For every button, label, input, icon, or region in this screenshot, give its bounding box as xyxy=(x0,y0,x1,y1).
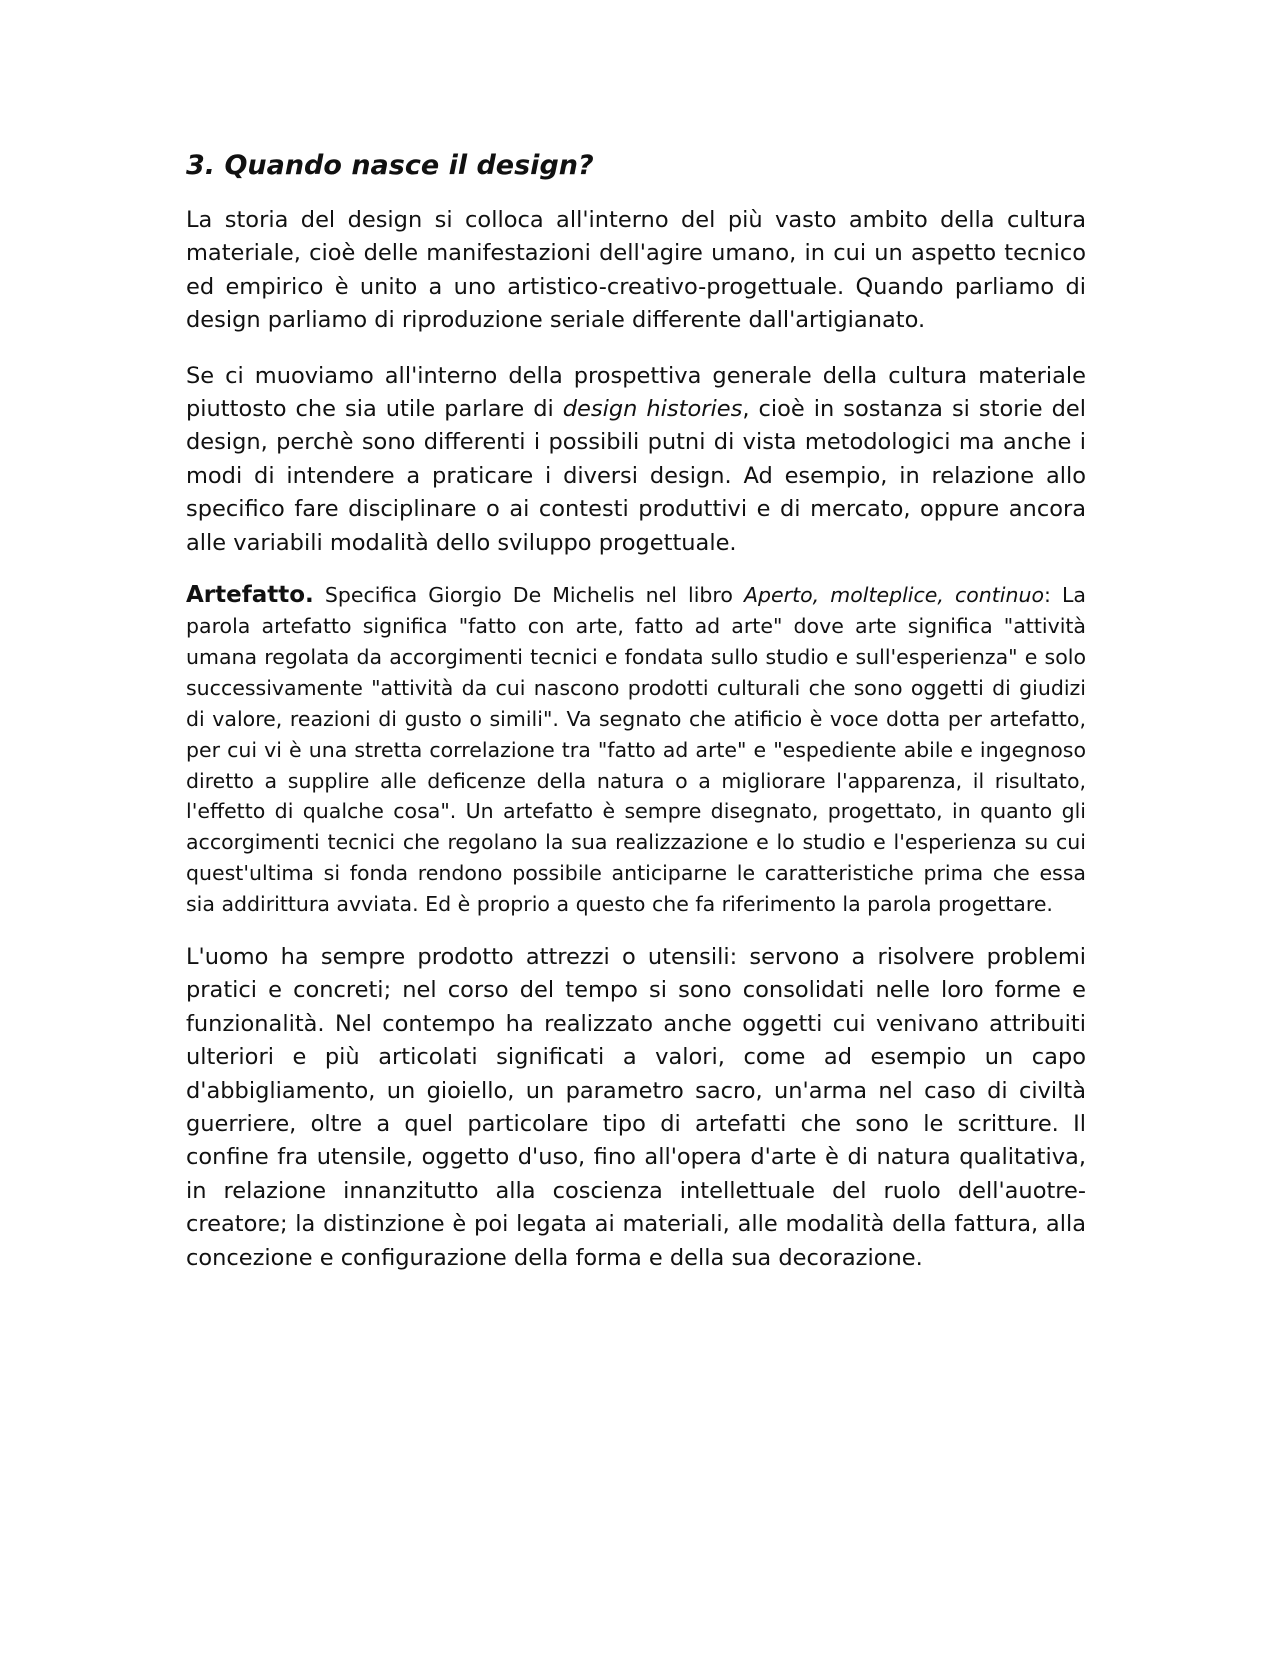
document-page xyxy=(186,148,1086,1275)
paragraph-text: Specifica Giorgio De Michelis nel libro xyxy=(313,583,744,608)
paragraph-artefatto xyxy=(186,580,1086,920)
paragraph-text: , cioè in sostanza si storie del design, perchè sono differenti i possibili putni di vista metodologici ma anche i modi di intendere a praticare i diversi design. Ad esempio, in relazione allo specifico fare disciplinare o ai contesti produttivi e di mercato, oppure ancora alle variabili modalità dello sviluppo progettuale. xyxy=(186,396,1086,556)
paragraph-design-histories xyxy=(186,360,1086,560)
book-title: Aperto, molteplice, continuo xyxy=(744,583,1045,608)
emphasis-design-histories: design histories xyxy=(562,396,743,423)
paragraph-text: : La parola artefatto significa "fatto con arte, fatto ad arte" dove arte significa "attività umana regolata da accorgimenti tecnici e fondata sullo studio e sull'esperienza" e solo successivamente "attività da cui nascono prodotti culturali che sono oggetti di giudizi di valore, reazioni di gusto o simili". Va segnato che atificio è voce dotta per artefatto, per cui vi è una stretta correlazione tra "fatto ad arte" e "espediente abile e ingegnoso diretto a supplire alle deficenze della natura o a migliorare l'apparenza, il risultato, l'effetto di qualche cosa". Un artefatto è sempre disegnato, progettato, in quanto gli accorgimenti tecnici che regolano la sua realizzazione e lo studio e l'esperienza su cui quest'ultima si fonda rendono possibile anticiparne le caratteristiche prima che essa sia addirittura avviata. Ed è proprio a questo che fa riferimento la parola progettare. xyxy=(186,583,1086,917)
artefatto-lead: Artefatto. xyxy=(186,582,314,609)
paragraph-history: La storia del design si colloca all'interno del più vasto ambito della cultura materiale, cioè delle manifestazioni dell'agire umano, in cui un aspetto tecnico ed empirico è unito a uno artistico-creativo-progettuale. Quando parliamo di design parliamo di riproduzione seriale differente dall'artigianato. xyxy=(186,207,1086,334)
section-heading: 3. Quando nasce il design? xyxy=(186,150,594,181)
paragraph-text: Se ci muoviamo all'interno della prospettiva generale della cultura materiale piuttosto che sia utile parlare di xyxy=(186,362,1086,423)
paragraph-utensili: L'uomo ha sempre prodotto attrezzi o utensili: servono a risolvere problemi pratici e concreti; nel corso del tempo si sono consolidati nelle loro forme e funzionalità. Nel contempo ha realizzato anche oggetti cui venivano attribuiti ulteriori e più articolati significati a valori, come ad esempio un capo d'abbigliamento, un gioiello, un parametro sacro, un'arma nel caso di civiltà guerriere, oltre a quel particolare tipo di artefatti che sono le scritture. Il confine fra utensile, oggetto d'uso, fino all'opera d'arte è di natura qualitativa, in relazione innanzitutto alla coscienza intellettuale del ruolo dell'auotre-creatore; la distinzione è poi legata ai materiali, alle modalità della fattura, alla concezione e configurazione della forma e della sua decorazione. xyxy=(186,944,1086,1271)
